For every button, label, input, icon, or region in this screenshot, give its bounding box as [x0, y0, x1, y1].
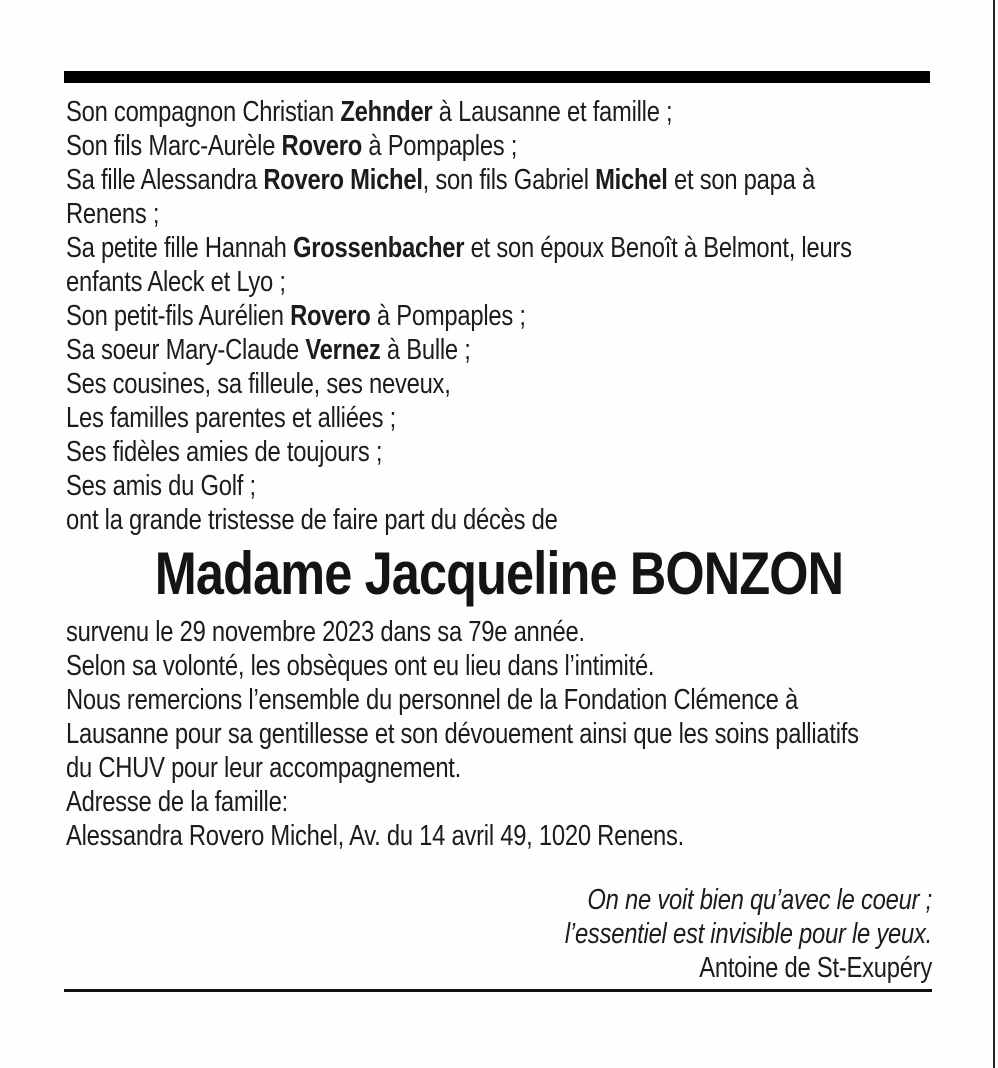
line-text: à Pompaples ; — [361, 130, 518, 162]
relative-line — [66, 163, 815, 197]
relative-line — [66, 299, 776, 333]
line-text: Sa fille Alessandra — [66, 164, 264, 196]
family-surname: Vernez — [305, 334, 381, 366]
deceased-name-title: Madame Jacqueline BONZON — [154, 540, 844, 607]
line-text: Sa petite fille Hannah — [66, 232, 294, 264]
body-line: Lausanne pour sa gentillesse et son dévouement ainsi que les soins palliatifs — [66, 718, 859, 750]
line-text: , son fils Gabriel — [422, 164, 596, 196]
notice-content — [66, 95, 932, 985]
family-surname: Rovero — [290, 300, 371, 332]
line-text: Sa soeur Mary-Claude — [66, 334, 306, 366]
line-text: Les familles parentes et alliées ; — [66, 402, 397, 434]
quote-line: l’essentiel est invisible pour le yeux. — [564, 918, 932, 950]
body-line: Selon sa volonté, les obsèques ont eu lieu dans l’intimité. — [66, 650, 655, 682]
announcement-body — [66, 615, 932, 853]
line-text: Son fils Marc-Aurèle — [66, 130, 282, 162]
line-text: Son petit-fils Aurélien — [66, 300, 291, 332]
line-text: ont la grande tristesse de faire part du décès de — [66, 504, 558, 536]
family-surname: Rovero Michel — [263, 164, 423, 196]
page-edge-line — [993, 0, 995, 1068]
line-text: Ses cousines, sa filleule, ses neveux, — [66, 368, 451, 400]
line-text: et son papa à — [667, 164, 815, 196]
relative-line — [66, 469, 776, 503]
relative-line — [66, 503, 776, 537]
line-text: à Lausanne et famille ; — [432, 96, 673, 128]
bottom-rule — [64, 989, 932, 992]
quote-line: On ne voit bien qu’avec le coeur ; — [587, 884, 932, 916]
body-line: survenu le 29 novembre 2023 dans sa 79e année. — [66, 616, 585, 648]
quote-attribution: Antoine de St-Exupéry — [699, 952, 932, 984]
family-surname: Grossenbacher — [293, 232, 465, 264]
line-text: et son époux Benoît à Belmont, leurs — [464, 232, 852, 264]
relative-line — [66, 401, 776, 435]
line-text: à Pompaples ; — [370, 300, 526, 332]
relative-line — [66, 333, 776, 367]
family-surname: Zehnder — [340, 96, 433, 128]
relative-line — [66, 95, 776, 129]
line-text: Ses fidèles amies de toujours ; — [66, 436, 383, 468]
relative-line — [66, 231, 852, 265]
relative-line — [66, 265, 776, 299]
relative-line — [66, 367, 776, 401]
line-text: à Bulle ; — [380, 334, 471, 366]
line-text: Renens ; — [66, 198, 160, 230]
line-text: enfants Aleck et Lyo ; — [66, 266, 286, 298]
line-text: Ses amis du Golf ; — [66, 470, 256, 502]
quote-block — [66, 883, 932, 985]
body-line: Nous remercions l’ensemble du personnel de la Fondation Clémence à — [66, 684, 798, 716]
family-surname: Rovero — [281, 130, 362, 162]
family-surname: Michel — [595, 164, 668, 196]
relative-line — [66, 435, 776, 469]
body-line: Alessandra Rovero Michel, Av. du 14 avril 49, 1020 Renens. — [66, 820, 685, 852]
body-line: Adresse de la famille: — [66, 786, 288, 818]
relative-line — [66, 197, 776, 231]
relatives-list — [66, 95, 932, 537]
relative-line — [66, 129, 776, 163]
top-rule — [64, 71, 930, 83]
body-line: du CHUV pour leur accompagnement. — [66, 752, 462, 784]
line-text: Son compagnon Christian — [66, 96, 341, 128]
